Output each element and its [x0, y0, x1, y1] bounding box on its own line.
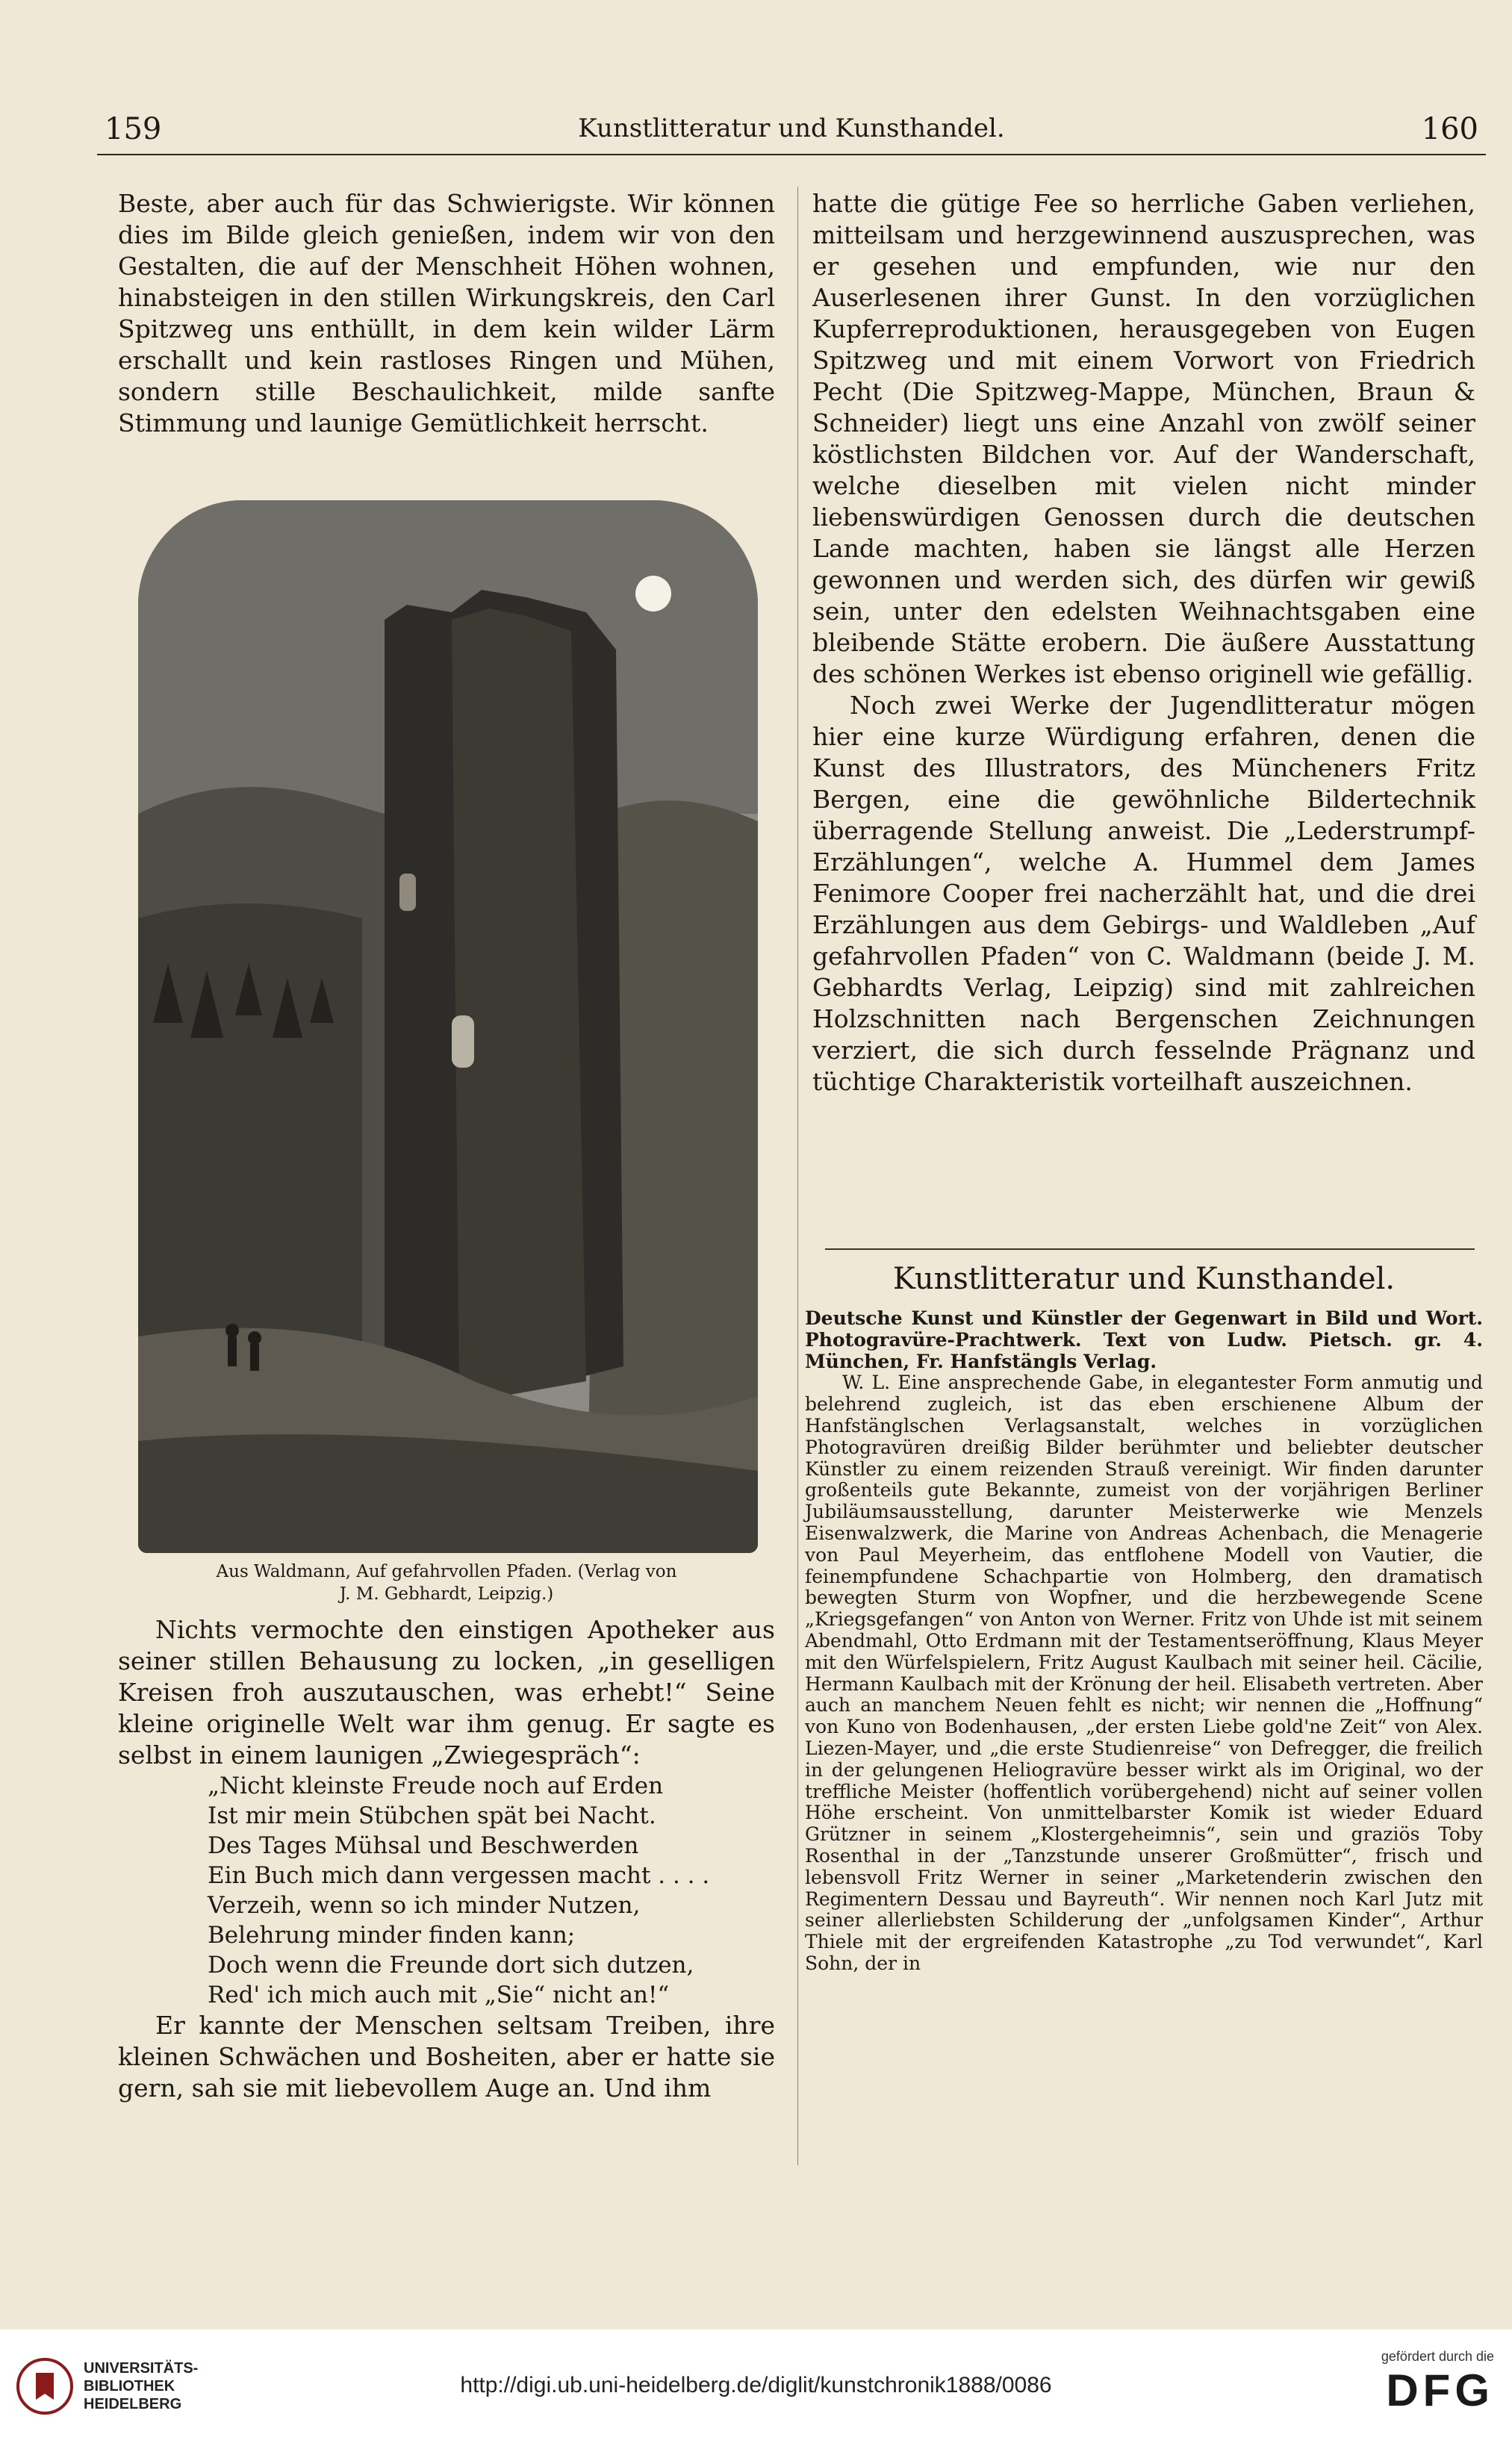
left-column-top-text: [118, 188, 775, 439]
column-separator: [797, 187, 798, 2165]
poem-line: Verzeih, wenn so ich minder Nutzen,: [208, 1892, 641, 1919]
caption-line: Aus Waldmann, Auf gefahrvollen Pfaden. (Verlag von: [216, 1562, 677, 1581]
funded-by-label: gefördert durch die: [1381, 2349, 1494, 2364]
institution-line: UNIVERSITÄTS-: [84, 2360, 199, 2377]
tower-engraving-icon: [138, 500, 758, 1553]
paragraph: hatte die gütige Fee so herrliche Gaben verliehen, mitteilsam und herzgewinnend auszusprechen, was er gesehen und empfunden, wie nur den Auserlesenen ihrer Gunst. In den vorzüglichen Kupferreproduktionen, herausgegeben von Eugen Spitzweg und mit einem Vorwort von Friedrich Pecht (Die Spitzweg-Mappe, München, Braun & Schneider) liegt uns eine Anzahl von zwölf seiner köstlichsten Bildchen vor. Auf der Wanderschaft, welche dieselben mit vielen nicht minder liebenswürdigen Genossen durch die deutschen Lande machten, haben sie längst alle Herzen gewonnen und werden sich, des dürfen wir gewiß sein, unter den edelsten Weihnachtsgaben eine bleibende Stätte erobern. Die äußere Ausstattung des schönen Werkes ist ebenso originell wie gefällig.: [812, 189, 1475, 688]
poem-line: Ist mir mein Stübchen spät bei Nacht.: [208, 1802, 656, 1829]
page-number-right: 160: [1421, 112, 1478, 146]
poem-line: Ein Buch mich dann vergessen macht . . . .: [208, 1862, 710, 1889]
ruined-tower-illustration: [138, 500, 758, 1553]
review-body: W. L. Eine ansprechende Gabe, in elegantester Form anmutig und belehrend zugleich, ist das eben erschienene Album der Hanfstänglschen Verlagsanstalt, welches in vorzüglichen Photogravüren dreißig Bilder berühmter und beliebter deutscher Künstler zu einem reizenden Strauß vereinigt. Wir finden darunter großenteils gute Bekannte, zumeist von der vorjährigen Berliner Jubiläumsausstellung, darunter Meisterwerke wie Menzels Eisenwalzwerk, die Marine von Andreas Achenbach, die Menagerie von Paul Meyerheim, das entflohene Modell von Vautier, die feinempfundene Schachpartie von Holmberg, den dramatisch bewegten Sturm von Wopfner, und die herzbewegende Scene „Kriegsgefangen“ von Anton von Werner. Fritz von Uhde ist mit seinem Abendmahl, Otto Erdmann mit der Testamentseröffnung, Klaus Meyer mit den Würfelspielern, Fritz August Kaulbach mit seiner heil. Cäcilie, Hermann Kaulbach mit der Krönung der heil. Elisabeth vertreten. Aber auch an manchem Neuen fehlt es nicht; wir nennen die „Hoffnung“ von Kuno von Bodenhausen, „der ersten Liebe gold'ne Zeit“ von Alex. Liezen-Mayer, und „die erste Studienreise“ von Defregger, die freilich in der gelungenen Heliogravüre besser wirkt als im Original, wo der treffliche Meister (hoffentlich vorübergehend) nicht auf seiner vollen Höhe erscheint. Von unmittelbarster Komik ist wieder Eduard Grützner in seinem „Klostergeheimnis“, sein und graziös Toby Rosenthal in der „Tanzstunde unserer Großmütter“, frisch und lebensvoll Fritz Werner in seiner „Marketenderin zwischen den Regimentern Dessau und Bayreuth“. Wir nennen noch Karl Jutz mit seiner allerliebsten Schilderung der „unfolgsamen Kinder“, Arthur Thiele mit der ergreifenden Katastrophe „zu Tod verwundet“, Karl Sohn, der in: [805, 1372, 1483, 1974]
section-title: Kunstlitteratur und Kunsthandel.: [892, 1262, 1396, 1296]
poem-line: „Nicht kleinste Freude noch auf Erden: [208, 1773, 664, 1799]
footer-bar: [0, 2330, 1512, 2446]
paragraph: Noch zwei Werke der Jugendlitteratur mögen hier eine kurze Würdigung erfahren, denen die Kunst des Illustrators, des Müncheners Fritz Bergen, eine die gewöhnliche Bildertechnik überragende Stellung anweist. Die „Lederstrumpf-Erzählungen“, welche A. Hummel dem James Fenimore Cooper frei nacherzählt hat, und die drei Erzählungen aus dem Gebirgs- und Waldleben „Auf gefahrvollen Pfaden“ von C. Waldmann (beide J. M. Gebhardts Verlag, Leipzig) sind mit zahlreichen Holzschnitten nach Bergenschen Zeichnungen verziert, die sich durch fesselnde Prägnanz und tüchtige Charakteristik vorteilhaft auszeichnen.: [812, 691, 1475, 1096]
poem-line: Red' ich mich auch mit „Sie“ nicht an!“: [208, 1982, 670, 2008]
poem-line: Belehrung minder finden kann;: [208, 1922, 576, 1949]
dfg-logo: DFG: [1386, 2365, 1494, 2415]
review-heading: Deutsche Kunst und Künstler der Gegenwart in Bild und Wort. Photogravüre-Prachtwerk. Text von Ludw. Pietsch. gr. 4. München, Fr. Hanfstängls Verlag.: [805, 1307, 1483, 1372]
funder-block: [1381, 2349, 1494, 2417]
institution-line: BIBLIOTHEK: [84, 2378, 175, 2394]
paragraph: Nichts vermochte den einstigen Apotheker aus seiner stillen Behausung zu locken, „in geselligen Kreisen froh auszutauschen, was erhebt!“ Seine kleine originelle Welt war ihm genug. Er sagte es selbst in einem launigen „Zwiegespräch“:: [118, 1615, 775, 1770]
source-url-link[interactable]: http://digi.ub.uni-heidelberg.de/diglit/kunstchronik1888/0086: [460, 2373, 1052, 2397]
right-column-top-text: [812, 188, 1475, 1098]
paragraph: Er kannte der Menschen seltsam Treiben, ihre kleinen Schwächen und Bosheiten, aber er hatte sie gern, sah sie mit liebevollem Auge an. Und ihm: [118, 2011, 775, 2103]
left-column-bottom-text: [118, 1614, 775, 2104]
poem-line: Des Tages Mühsal und Beschwerden: [208, 1832, 639, 1859]
page-number-left: 159: [105, 112, 162, 146]
institution-line: HEIDELBERG: [84, 2396, 182, 2412]
running-title: Kunstlitteratur und Kunsthandel.: [578, 113, 1005, 143]
poem-line: Doch wenn die Freunde dort sich dutzen,: [208, 1952, 694, 1979]
illustration-caption: [118, 1560, 775, 1605]
review-entry: [805, 1308, 1483, 1975]
page-header: [105, 112, 1478, 157]
paragraph: Beste, aber auch für das Schwierigste. Wir können dies im Bilde gleich genießen, indem wir von den Gestalten, die auf der Menschheit Höhen wohnen, hinabsteigen in den stillen Wirkungskreis, den Carl Spitzweg uns enthüllt, in dem kein wilder Lärm erschallt und kein rastloses Ringen und Mühen, sondern stille Beschaulichkeit, milde sanfte Stimmung und launige Gemütlichkeit herrscht.: [118, 189, 775, 438]
poem: [208, 1771, 775, 2010]
section-rule: [825, 1248, 1475, 1250]
header-rule: [97, 154, 1486, 155]
caption-line: J. M. Gebhardt, Leipzig.): [339, 1584, 554, 1604]
